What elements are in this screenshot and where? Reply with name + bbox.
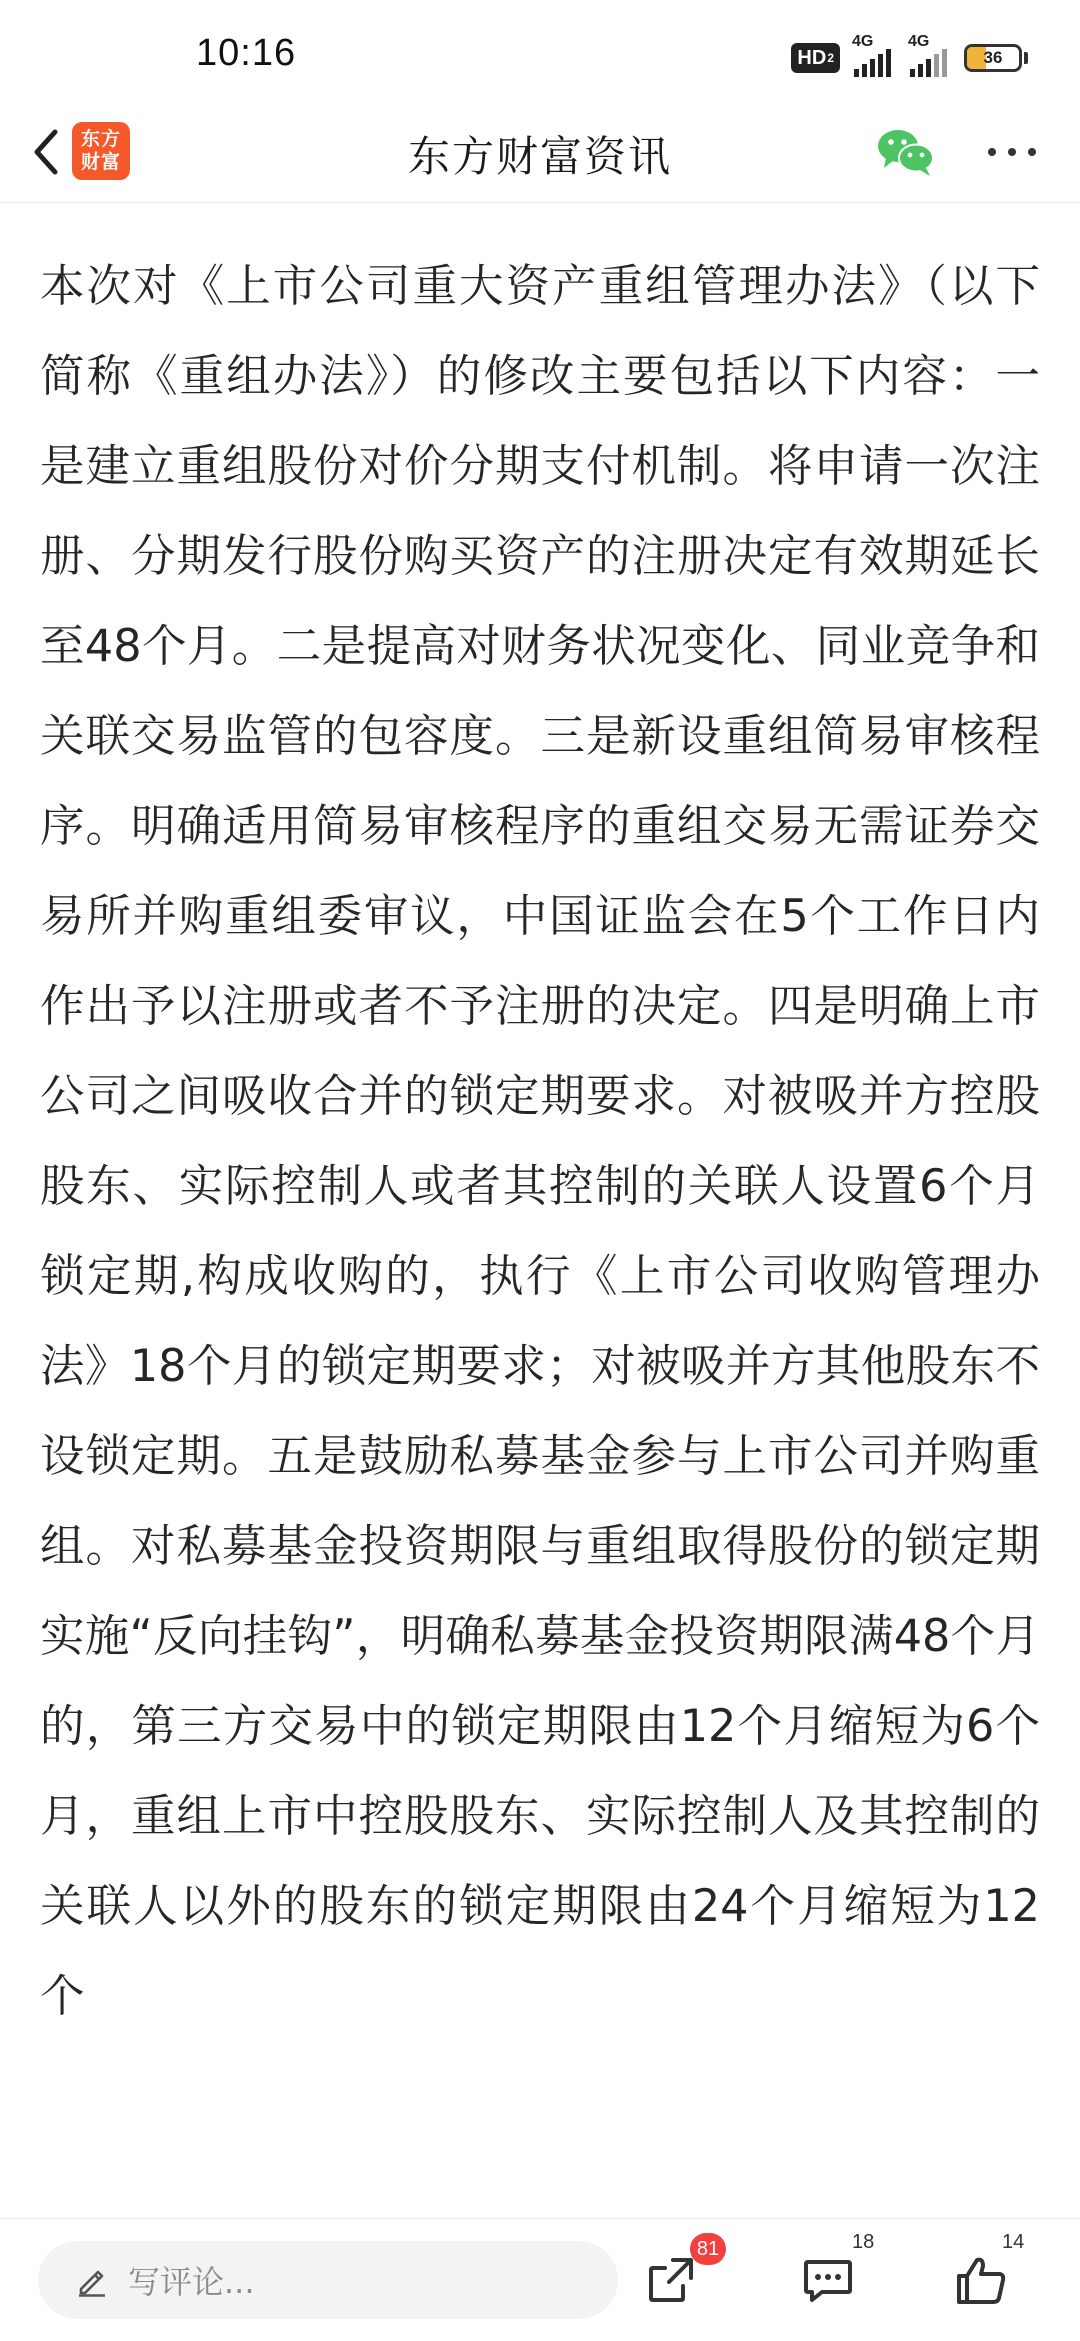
wechat-icon	[876, 124, 936, 180]
back-button[interactable]	[18, 124, 74, 180]
app-logo[interactable]	[72, 122, 130, 180]
hd-sub: 2	[827, 51, 834, 65]
like-button[interactable]	[946, 2245, 1016, 2315]
comments-count: 18	[852, 2231, 875, 2253]
pencil-icon	[74, 2262, 110, 2298]
comment-bubble-icon	[800, 2252, 856, 2308]
signal-icon-sim2	[908, 33, 952, 77]
thumbs-up-icon	[953, 2252, 1009, 2308]
more-options-button[interactable]	[980, 130, 1044, 174]
comment-placeholder: 写评论...	[128, 2263, 255, 2301]
hd-voice-icon	[791, 43, 840, 73]
status-time: 10:16	[196, 32, 297, 74]
comments-button[interactable]	[793, 2245, 863, 2315]
network-type-1: 4G	[852, 33, 874, 50]
bottom-action-bar	[0, 2218, 1080, 2341]
battery-percent: 36	[983, 48, 1003, 67]
share-badge: 81	[690, 2233, 726, 2265]
page-title: 东方财富资讯	[407, 132, 672, 181]
wechat-share-button[interactable]	[876, 124, 936, 180]
chevron-left-icon	[29, 128, 63, 176]
more-dots-icon	[987, 147, 1037, 157]
logo-line-1: 东方	[80, 128, 121, 150]
logo-line-2: 财富	[80, 151, 121, 173]
signal-icon-sim1	[852, 33, 896, 77]
network-type-2: 4G	[908, 33, 930, 50]
hd-label: HD	[797, 47, 827, 69]
article-paragraph: 本次对《上市公司重大资产重组管理办法》（以下简称《重组办法》）的修改主要包括以下内容：一是建立重组股份对价分期支付机制。将申请一次注册、分期发行股份购买资产的注册决定有效期延长至48个月。二是提高对财务状况变化、同业竞争和关联交易监管的包容度。三是新设重组简易审核程序。明确适用简易审核程序的重组交易无需证券交易所并购重组委审议，中国证监会在5个工作日内作出予以注册或者不予注册的决定。四是明确上市公司之间吸收合并的锁定期要求。对被吸并方控股股东、实际控制人或者其控制的关联人设置6个月锁定期,构成收购的，执行《上市公司收购管理办法》18个月的锁定期要求；对被吸并方其他股东不设锁定期。五是鼓励私募基金参与上市公司并购重组。对私募基金投资期限与重组取得股份的锁定期实施“反向挂钩”，明确私募基金投资期限满48个月的，第三方交易中的锁定期限由12个月缩短为6个月，重组上市中控股股东、实际控制人及其控制的关联人以外的股东的锁定期限由24个月缩短为12个	[40, 261, 1040, 2022]
app-header	[0, 102, 1080, 203]
likes-count: 14	[1002, 2231, 1025, 2253]
comment-input[interactable]	[38, 2241, 618, 2319]
status-icons	[791, 33, 1028, 78]
article-body	[40, 242, 1040, 2212]
share-icon	[643, 2252, 699, 2308]
battery-icon	[964, 44, 1028, 72]
